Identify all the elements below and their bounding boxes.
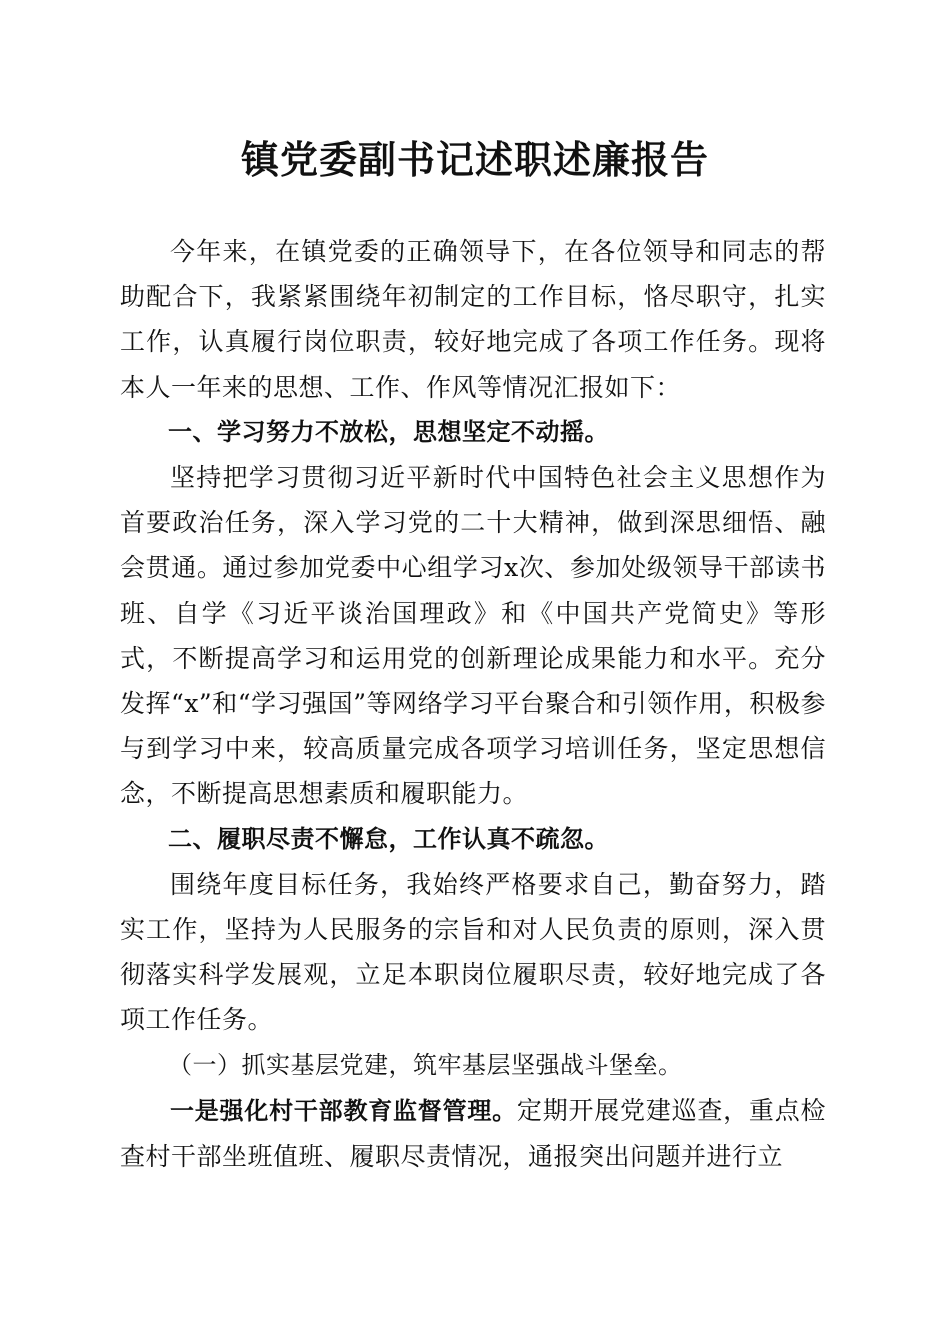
section-heading-1: 一、学习努力不放松，思想坚定不动摇。 <box>168 417 609 446</box>
intro-paragraph: 今年来，在镇党委的正确领导下，在各位领导和同志的帮助配合下，我紧紧围绕年初制定的工作目标，恪尽职守，扎实工作，认真履行岗位职责，较好地完成了各项工作任务。现将本人一年来的思想、工作、作风等情况汇报如下： <box>120 237 826 402</box>
subsection-heading-1: （一）抓实基层党建，筑牢基层坚强战斗堡垒。 <box>168 1050 683 1079</box>
section-1-paragraph: 坚持把学习贯彻习近平新时代中国特色社会主义思想作为首要政治任务，深入学习党的二十大精神，做到深思细悟、融会贯通。通过参加党委中心组学习x次、参加处级领导干部读书班、自学《习近平谈治国理政》和《中国共产党简史》等形式，不断提高学习和运用党的创新理论成果能力和水平。充分发挥“x”和“学习强国”等网络学习平台聚合和引领作用，积极参与到学习中来，较高质量完成各项学习培训任务，坚定思想信念，不断提高思想素质和履职能力。 <box>120 463 826 809</box>
document-title: 镇党委副书记述职述廉报告 <box>240 137 709 182</box>
item-lead: 一是强化村干部教育监督管理。 <box>170 1096 517 1125</box>
item-text: 定期开展党建巡查，重点检查村干部坐班值班、履职尽责情况，通报突出问题并进行立 <box>120 1095 826 1172</box>
document-body <box>120 229 826 1179</box>
section-heading-2: 二、履职尽责不懈怠，工作认真不疏忽。 <box>168 824 609 853</box>
subsection-1-item-1 <box>120 1088 826 1179</box>
section-2-paragraph: 围绕年度目标任务，我始终严格要求自己，勤奋努力，踏实工作，坚持为人民服务的宗旨和对人民负责的原则，深入贯彻落实科学发展观，立足本职岗位履职尽责，较好地完成了各项工作任务。 <box>120 869 826 1035</box>
